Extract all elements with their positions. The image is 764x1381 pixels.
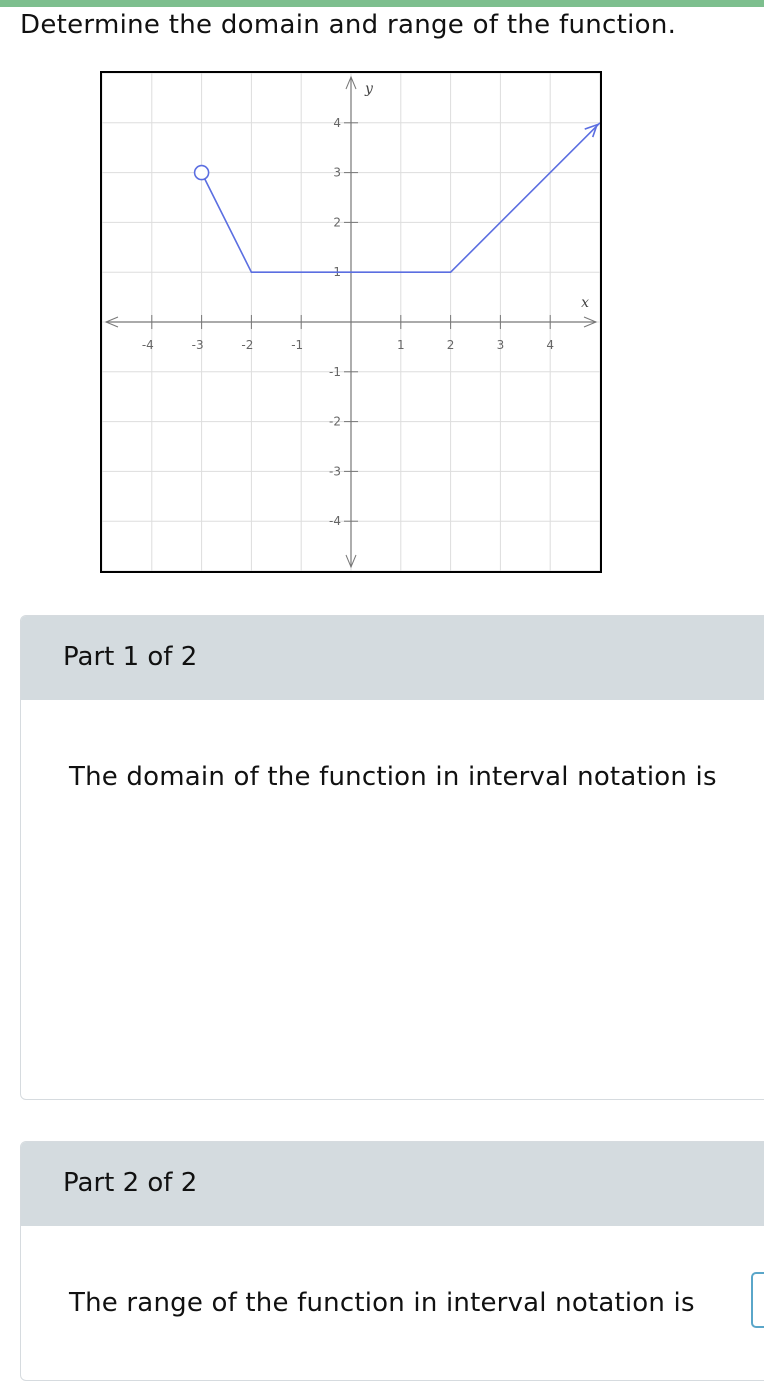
graph-svg — [102, 73, 600, 571]
x-tick-label: 3 — [496, 338, 505, 352]
function-graph — [100, 71, 602, 573]
question-text: Determine the domain and range of the function. — [20, 10, 677, 40]
y-tick-label: -3 — [329, 464, 341, 479]
y-tick-label: 2 — [333, 215, 341, 230]
x-tick-label: 2 — [446, 338, 455, 352]
part-1-title: Part 1 of 2 — [63, 642, 198, 672]
part-1-header — [21, 616, 764, 700]
y-tick-label: -1 — [329, 364, 341, 379]
open-endpoint-circle — [195, 166, 209, 180]
y-axis-label: y — [365, 80, 373, 97]
y-tick-label: 3 — [333, 165, 341, 180]
range-answer-input[interactable] — [751, 1272, 764, 1328]
top-accent-bar — [0, 0, 764, 7]
range-prompt: The range of the function in interval notation is — [69, 1288, 695, 1318]
x-tick-label: 4 — [546, 338, 555, 352]
x-tick-label: 1 — [396, 338, 405, 352]
domain-prompt: The domain of the function in interval notation is — [69, 762, 717, 792]
y-tick-label: 1 — [333, 265, 341, 280]
y-tick-label: -2 — [329, 414, 341, 429]
part-2-panel — [20, 1141, 764, 1381]
x-tick-label: -4 — [141, 338, 154, 352]
x-tick-label: -1 — [291, 338, 304, 352]
part-1-panel — [20, 615, 764, 1100]
part-2-title: Part 2 of 2 — [63, 1168, 198, 1198]
y-tick-label: 4 — [333, 115, 341, 130]
x-tick-label: -2 — [241, 338, 254, 352]
part-2-header — [21, 1142, 764, 1226]
x-tick-label: -3 — [191, 338, 204, 352]
x-axis-label: x — [581, 295, 590, 311]
y-tick-label: -4 — [329, 514, 341, 529]
